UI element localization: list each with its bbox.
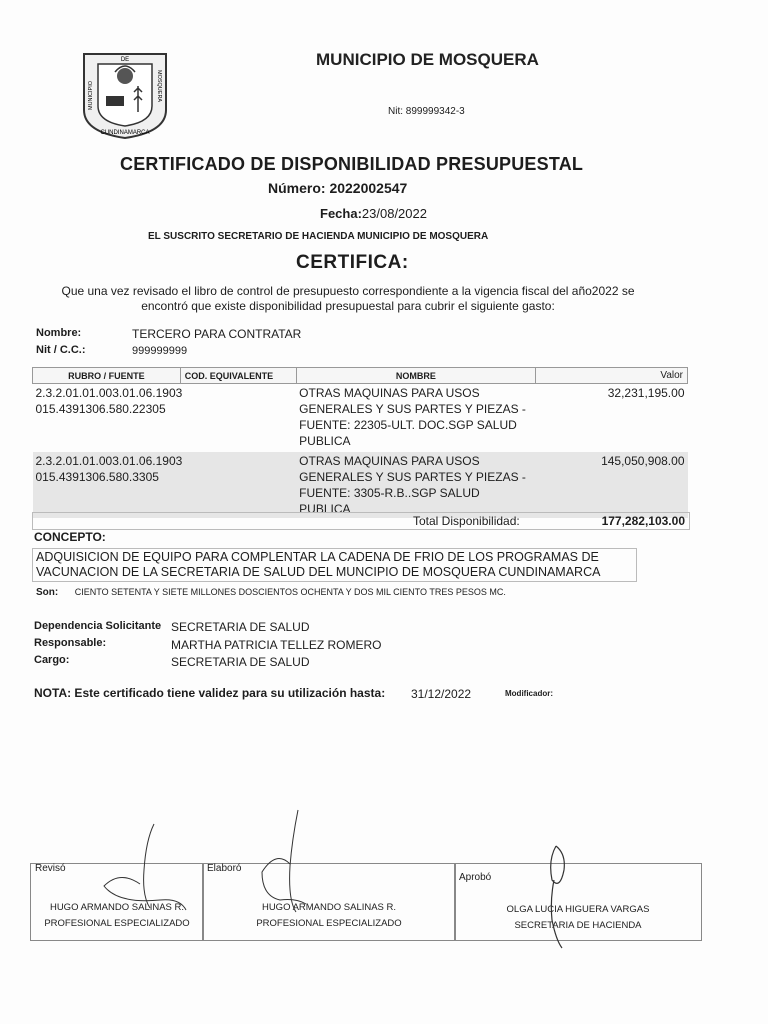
concepto-text: ADQUISICION DE EQUIPO PARA COMPLENTAR LA CADENA DE FRIO DE LOS PROGRAMAS DE VACUNACION DE LA SECRETARIA DE SALUD DEL MUNCIPIO DE MOSQUERA CUNDINAMARCA <box>32 548 637 582</box>
table-row <box>33 452 688 518</box>
valor-cell: 32,231,195.00 <box>607 386 685 400</box>
numero-value: 2022002547 <box>329 180 408 196</box>
dependencia-value: SECRETARIA DE SALUD <box>171 620 310 634</box>
nombre-label: Nombre: <box>36 327 82 339</box>
nota-label: NOTA: Este certificado tiene validez para su utilización hasta: <box>34 686 386 700</box>
nota-fecha: 31/12/2022 <box>411 687 472 701</box>
signature-role: Elaboró <box>207 863 242 874</box>
svg-text:DE: DE <box>120 57 130 63</box>
rubro-code: 2.3.2.01.01.003.01.06.1903 <box>35 454 183 468</box>
responsable-value: MARTHA PATRICIA TELLEZ ROMERO <box>171 638 382 652</box>
table-header-row <box>33 368 688 384</box>
table-row <box>33 384 688 453</box>
responsable-label: Responsable: <box>34 637 107 649</box>
signer-name: HUGO ARMANDO SALINAS R. <box>261 902 397 913</box>
total-row <box>32 512 690 530</box>
rubro-cell <box>33 452 297 518</box>
municipal-crest <box>80 50 170 140</box>
signer-cargo: PROFESIONAL ESPECIALIZADO <box>256 918 402 929</box>
nit-label: Nit / C.C.: <box>36 344 86 356</box>
signer-name: OLGA LUCIA HIGUERA VARGAS <box>506 904 650 915</box>
fuente-code: 015.4391306.580.3305 <box>35 470 159 484</box>
valor-cell: 145,050,908.00 <box>536 452 688 518</box>
rubro-cell <box>33 384 297 453</box>
nombre-cell: OTRAS MAQUINAS PARA USOS GENERALES Y SUS PARTES Y PIEZAS - FUENTE: 22305-ULT. DOC.SGP SALUD PUBLICA <box>299 386 526 448</box>
budget-table <box>32 367 688 518</box>
entity-nit: Nit: 899999342-3 <box>388 106 465 117</box>
son-line <box>36 587 506 598</box>
certificate-date <box>320 206 427 221</box>
entity-name: MUNICIPIO DE MOSQUERA <box>316 50 539 69</box>
col-rubro: RUBRO / FUENTE <box>33 368 181 384</box>
document-title: CERTIFICADO DE DISPONIBILIDAD PRESUPUESTAL <box>120 154 584 174</box>
svg-text:MOSQUERA: MOSQUERA <box>156 70 162 103</box>
col-nombre: NOMBRE <box>296 368 536 384</box>
svg-text:CUNDINAMARCA: CUNDINAMARCA <box>100 130 150 136</box>
nombre-cell: OTRAS MAQUINAS PARA USOS GENERALES Y SUS PARTES Y PIEZAS - FUENTE: 3305-R.B..SGP SALUD PUBLICA <box>296 452 536 518</box>
signer-name: HUGO ARMANDO SALINAS R. <box>49 902 185 913</box>
cargo-label: Cargo: <box>34 654 70 666</box>
col-valor: Valor <box>536 368 688 384</box>
concepto-label: CONCEPTO: <box>34 530 106 544</box>
son-label: Son: <box>36 587 59 598</box>
fecha-value: 23/08/2022 <box>361 206 427 221</box>
nombre-value: TERCERO PARA CONTRATAR <box>132 327 302 341</box>
fuente-code: 015.4391306.580.22305 <box>35 402 166 416</box>
dependencia-label: Dependencia Solicitante <box>34 620 162 632</box>
son-value: CIENTO SETENTA Y SIETE MILLONES DOSCIENTOS OCHENTA Y DOS MIL CIENTO TRES PESOS MC. <box>74 587 506 597</box>
handwritten-signatures <box>0 800 768 950</box>
intro-paragraph: Que una vez revisado el libro de control de presupuesto correspondiente a la vigencia fiscal del año2022 se encontró que existe disponibilidad presupuestal para cubrir el siguiente gasto: <box>61 284 635 313</box>
signature-role: Revisó <box>35 863 66 874</box>
suscrito-line: EL SUSCRITO SECRETARIO DE HACIENDA MUNICIPIO DE MOSQUERA <box>148 231 489 242</box>
signer-cargo: SECRETARIA DE HACIENDA <box>514 920 642 931</box>
svg-text:MUNICIPIO: MUNICIPIO <box>88 80 94 110</box>
signer-cargo: PROFESIONAL ESPECIALIZADO <box>44 918 190 929</box>
nit-value: 999999999 <box>132 345 188 357</box>
fecha-label: Fecha: <box>320 206 362 221</box>
cargo-value: SECRETARIA DE SALUD <box>171 655 310 669</box>
total-label: Total Disponibilidad: <box>413 514 520 528</box>
rubro-code: 2.3.2.01.01.003.01.06.1903 <box>35 386 183 400</box>
modificador-label: Modificador: <box>505 689 553 698</box>
certifica-heading: CERTIFICA: <box>296 252 409 273</box>
numero-label: Número: <box>268 180 326 196</box>
total-value: 177,282,103.00 <box>601 514 685 528</box>
signature-role: Aprobó <box>459 872 492 883</box>
certificate-number <box>268 180 407 196</box>
col-cod: COD. EQUIVALENTE <box>180 368 296 384</box>
